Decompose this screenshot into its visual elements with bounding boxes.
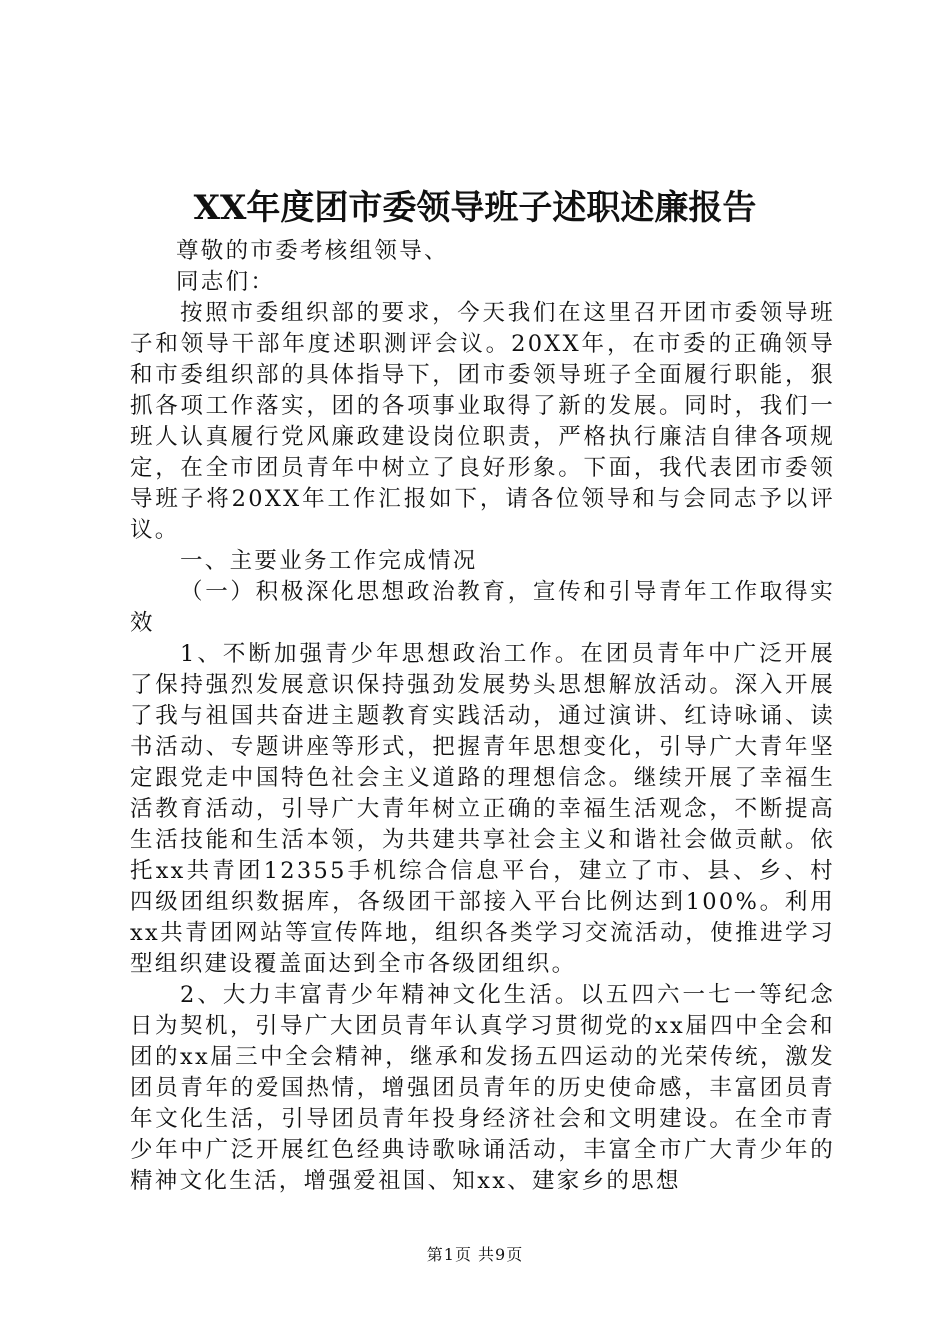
paragraph-intro: 按照市委组织部的要求，今天我们在这里召开团市委领导班子和领导干部年度述职测评会议。20XX年，在市委的正确领导和市委组织部的具体指导下，团市委领导班子全面履行职能，狠抓各项工作落实，团的各项事业取得了新的发展。同时，我们一班人认真履行党风廉政建设岗位职责，严格执行廉洁自律各项规定，在全市团员青年中树立了良好形象。下面，我代表团市委领导班子将20XX年工作汇报如下，请各位领导和与会同志予以评议。 (130, 300, 835, 543)
paragraph-item-1: 1、不断加强青少年思想政治工作。在团员青年中广泛开展了保持强烈发展意识保持强劲发展势头思想解放活动。深入开展了我与祖国共奋进主题教育实践活动，通过演讲、红诗咏诵、读书活动、专题讲座等形式，把握青年思想变化，引导广大青年坚定跟党走中国特色社会主义道路的理想信念。继续开展了幸福生活教育活动，引导广大青年树立正确的幸福生活观念，不断提高生活技能和生活本领，为共建共享社会主义和谐社会做贡献。依托xx共青团12355手机综合信息平台，建立了市、县、乡、村四级团组织数据库，各级团干部接入平台比例达到100%。利用xx共青团网站等宣传阵地，组织各类学习交流活动，使推进学习型组织建设覆盖面达到全市各级团组织。 (130, 641, 835, 977)
paragraph-item-2: 2、大力丰富青少年精神文化生活。以五四六一七一等纪念日为契机，引导广大团员青年认真学习贯彻党的xx届四中全会和团的xx届三中全会精神，继承和发扬五四运动的光荣传统，激发团员青年的爱国热情，增强团员青年的历史使命感，丰富团员青年文化生活，引导团员青年投身经济社会和文明建设。在全市青少年中广泛开展红色经典诗歌咏诵活动，丰富全市广大青少年的精神文化生活，增强爱祖国、知xx、建家乡的思想 (130, 982, 835, 1194)
section-heading: 一、主要业务工作完成情况 (180, 548, 478, 574)
page-footer: 第1页 共9页 (426, 1245, 524, 1264)
document-body (130, 236, 835, 1197)
salutation-line: 同志们： (176, 269, 276, 295)
subsection-heading: （一）积极深化思想政治教育，宣传和引导青年工作取得实效 (130, 579, 835, 636)
salutation-line: 尊敬的市委考核组领导、 (176, 238, 449, 264)
document-title: XX年度团市委领导班子述职述廉报告 (193, 188, 757, 228)
